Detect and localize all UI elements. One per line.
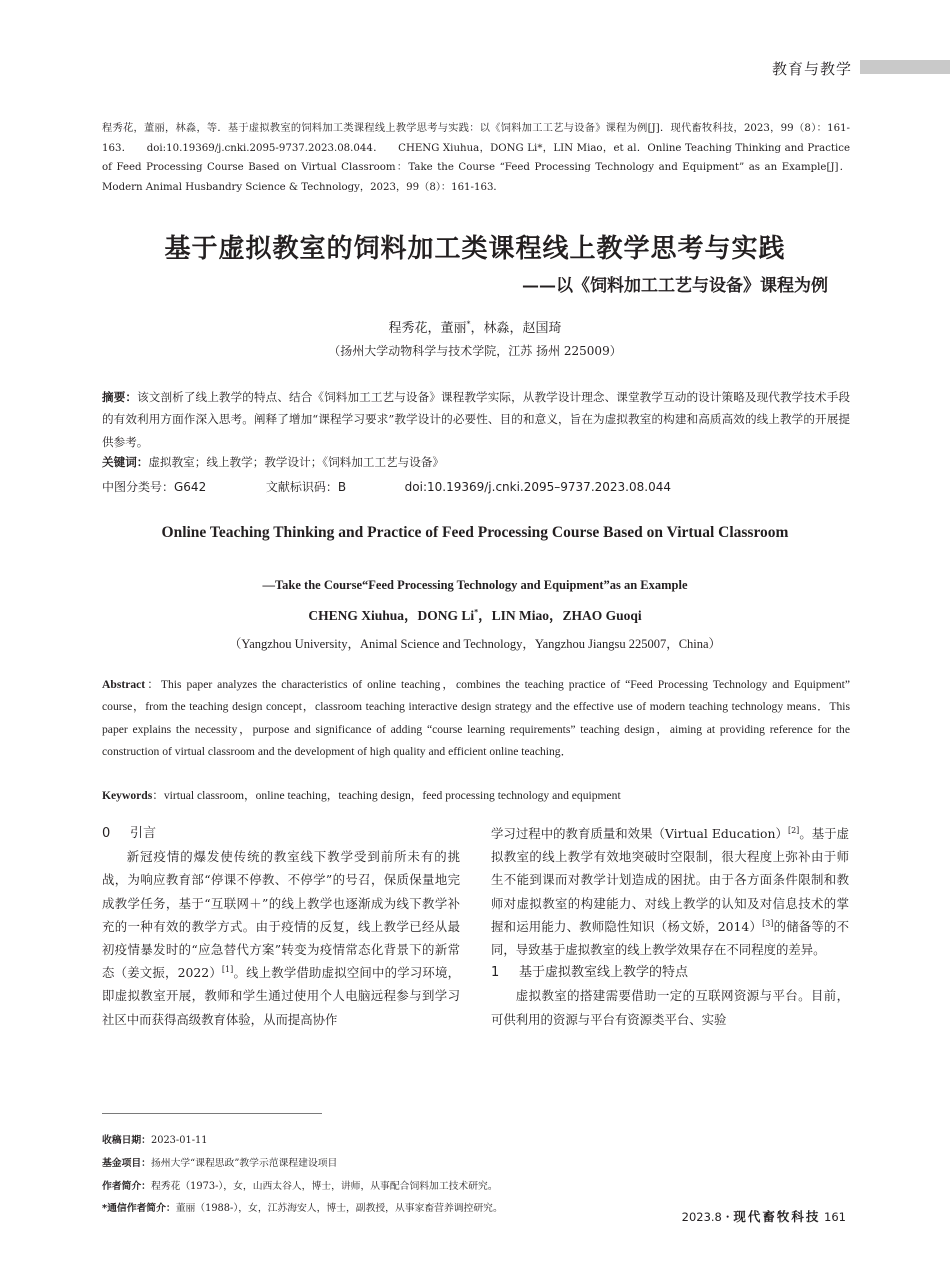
running-header-bar (860, 60, 950, 74)
reference-marker: [3] (762, 918, 774, 928)
footnote-funding: 基金项目：扬州大学“课程思政”教学示范课程建设项目 (102, 1157, 338, 1169)
footnote-author: 作者简介：程秀花（1973-），女，山西太谷人，博士，讲师，从事配合饲料加工技术研究。 (102, 1180, 498, 1192)
running-header-section: 教育与教学 (771, 60, 852, 78)
paragraph: 新冠疫情的爆发使传统的教室线下教学受到前所未有的挑战，为响应教育部“停课不停教、不停学”的号召，保质保量地完成教学任务，基于“互联网＋”的线上教学也逐渐成为线下教学补充的一种有效的教学方式。由于疫情的反复，线上教学已经从最初疫情暴发时的“应急替代方案”转变为疫情常态化背景下的新常态（姜文振，2022）[1]。线上教学借助虚拟空间中的学习环境，即虚拟教室开展，教师和学生通过使用个人电脑远程参与到学习社区中而获得高级教育体验，从而提高协作 (102, 849, 460, 1027)
journal-name: 现代畜牧科技 (733, 1209, 821, 1224)
page-title-cn: 基于虚拟教室的饲料加工类课程线上教学思考与实践 (164, 234, 786, 264)
keywords-cn: 关键词：虚拟教室；线上教学；教学设计；《饲料加工工艺与设备》 (102, 455, 445, 469)
keywords-cn-label: 关键词： (102, 455, 149, 469)
doi: doi:10.19369/j.cnki.2095–9737.2023.08.044 (404, 480, 671, 494)
footnote-divider (102, 1113, 322, 1114)
corresponding-mark-en: * (474, 607, 479, 617)
abstract-cn-label: 摘要： (102, 390, 138, 404)
footnote-corresponding: *通信作者简介：董丽（1988-），女，江苏海安人，博士，副教授，从事家畜营养调控研究。 (102, 1203, 503, 1215)
authors-cn: 程秀花，董丽*，林淼，赵国琦 (388, 319, 562, 336)
reference-marker: [1] (221, 965, 234, 975)
document-code: 文献标识码：B (265, 480, 347, 494)
section-heading-0: 0 引言 (102, 826, 157, 841)
section-heading-1: 1 基于虚拟教室线上教学的特点 (491, 965, 689, 981)
classification-row (102, 478, 850, 495)
abstract-en-label: Abstract (102, 678, 146, 691)
affiliation-cn: （扬州大学动物科学与技术学院，江苏 扬州 225009） (328, 344, 622, 358)
reference-marker: [2] (787, 825, 800, 835)
footnote-received: 收稿日期：2023-01-11 (102, 1135, 208, 1146)
abstract-cn: 摘要：该文剖析了线上教学的特点、结合《饲料加工工艺与设备》课程教学实际，从教学设计理念、课堂教学互动的设计策略及现代教学技术手段的有效利用方面作深入思考。阐释了增加“课程学习要求”教学设计的必要性、目的和意义，旨在为虚拟教室的构建和高质高效的线上教学的开展提供参考。 (102, 390, 850, 449)
page-number: 161 (824, 1210, 846, 1224)
subtitle-en: —Take the Course“Feed Processing Technology and Equipment”as an Example (262, 578, 688, 592)
keywords-en-label: Keywords (102, 789, 153, 802)
abstract-en: Abstract：This paper analyzes the characteristics of online teaching，combines the teaching practice of “Feed Processing Technology and Equipment” course，from the teaching design concept，classroom teaching interactive design strategy and the effective use of modern teaching technology means．This paper explains the necessity，purpose and significance of adding “course learning requirements” teaching design，aiming at providing reference for the construction of virtual classroom and the development of high quality and efficient online teaching． (102, 678, 850, 758)
keywords-en: Keywords：virtual classroom，online teaching，teaching design，feed processing technology and equipment (102, 789, 621, 802)
paragraph: 虚拟教室的搭建需要借助一定的互联网资源与平台。目前，可供利用的资源与平台有资源类平台、实验 (491, 988, 849, 1027)
authors-en: CHENG Xiuhua，DONG Li*，LIN Miao，ZHAO Guoqi (308, 607, 642, 623)
paragraph-continued: 学习过程中的教育质量和效果（Virtual Education）[2]。基于虚拟教室的线上教学有效地突破时空限制，很大程度上弥补由于师生不能到课而对教学计划造成的困扰。由于各方面条件限制和教师对虚拟教室的构建能力、对线上教学的认知及对信息技术的掌握和运用能力、教师隐性知识（杨文娇，2014）[3]的储备等的不同，导致基于虚拟教室的线上教学效果存在不同程度的差异。 (491, 825, 850, 958)
citation-block: 程秀花，董丽，林淼，等．基于虚拟教室的饲料加工类课程线上教学思考与实践：以《饲料加工工艺与设备》课程为例[J]．现代畜牧科技，2023，99（8）：161-163． doi:10.19369/j.cnki.2095-9737.2023.08.044． CHENG Xiuhua，DONG Li*，LIN Miao，et al．Online Teaching Thinking and Practice of Feed Processing Course Based on Virtual Classroom：Take the Course “Feed Processing Technology and Equipment” as an Example[J]．Modern Animal Husbandry Science & Technology，2023，99（8）：161-163． (102, 123, 850, 193)
body-column-left (102, 822, 460, 1031)
affiliation-en: （Yangzhou University，Animal Science and Technology，Yangzhou Jiangsu 225007，China） (228, 637, 722, 651)
body-column-right (491, 822, 849, 1031)
clc-number: 中图分类号：G642 (102, 480, 207, 494)
corresponding-mark: * (466, 319, 471, 329)
subtitle-cn: ——以《饲料加工工艺与设备》课程为例 (522, 276, 828, 296)
page-title-en: Online Teaching Thinking and Practice of Feed Processing Course Based on Virtual Classroom (161, 524, 789, 541)
page-footer: 2023.8・现代畜牧科技 161 (681, 1209, 846, 1224)
